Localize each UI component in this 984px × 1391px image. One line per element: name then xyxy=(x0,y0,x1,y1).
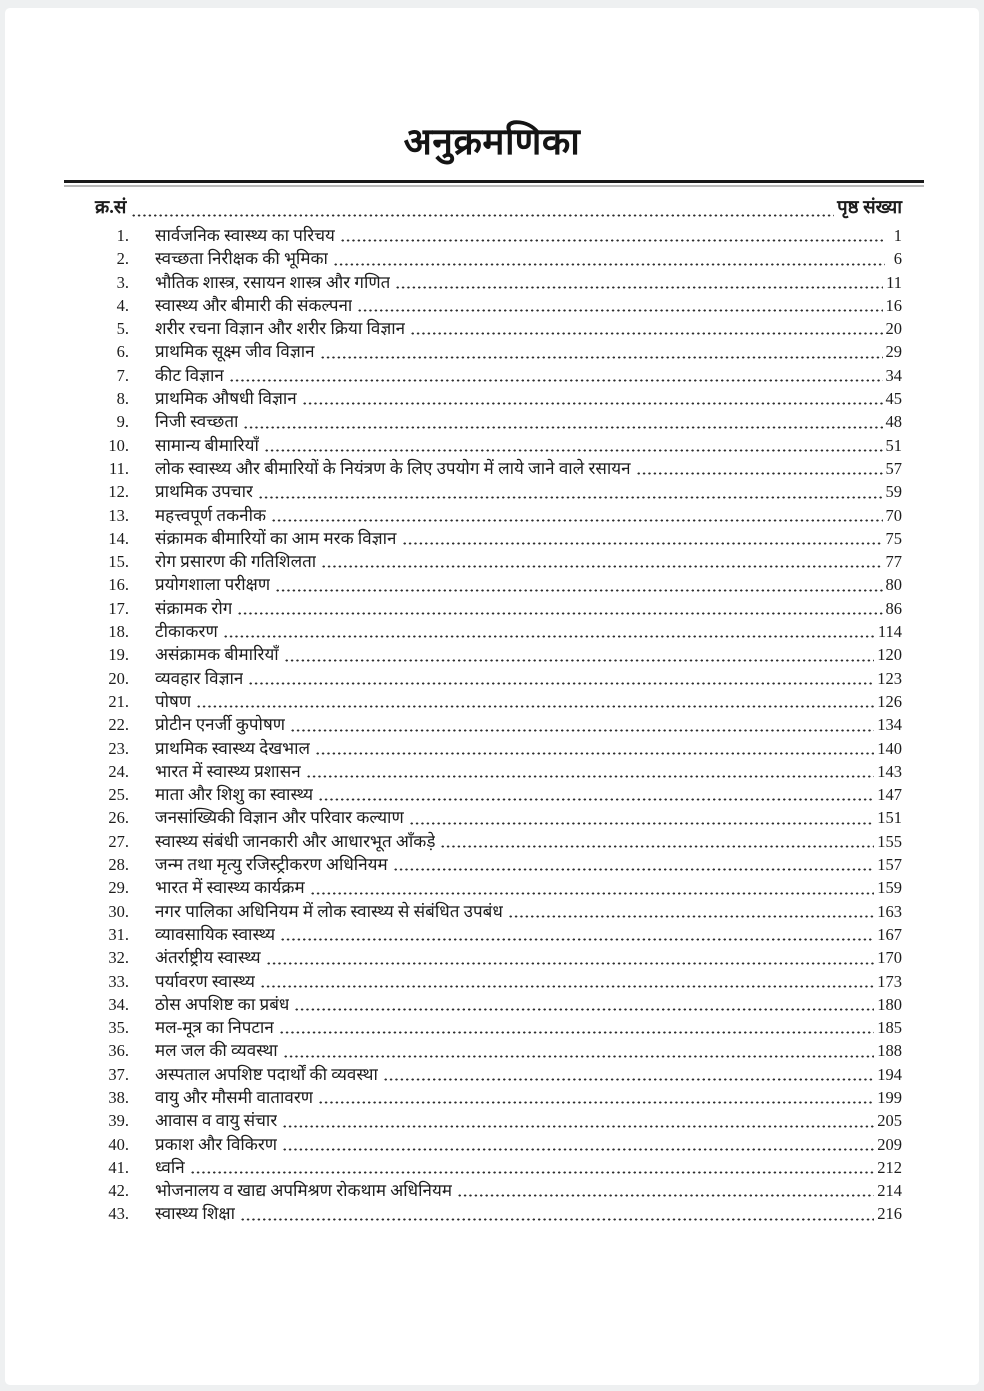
entry-page: 120 xyxy=(877,645,902,665)
entry-title: भौतिक शास्त्र, रसायन शास्त्र और गणित xyxy=(155,272,391,292)
serial-column-header: क्र.सं xyxy=(95,198,127,218)
page-title: अनुक्रमणिका xyxy=(403,122,581,163)
toc-entry xyxy=(95,806,902,829)
dot-leader xyxy=(402,527,883,550)
entry-title: प्राथमिक स्वास्थ्य देखभाल xyxy=(155,738,311,758)
entry-title: प्राथमिक उपचार xyxy=(155,482,253,502)
entry-page: 140 xyxy=(877,738,902,758)
entry-title: महत्त्वपूर्ण तकनीक xyxy=(155,505,267,525)
toc-entry xyxy=(95,317,902,340)
toc-list xyxy=(95,195,902,1226)
entry-title: पोषण xyxy=(155,691,192,711)
toc-entry xyxy=(95,271,902,294)
dot-leader xyxy=(302,387,883,410)
entry-title: पर्यावरण स्वास्थ्य xyxy=(155,971,256,991)
toc-entry xyxy=(95,760,902,783)
entry-number: 28. xyxy=(108,855,129,875)
dot-leader xyxy=(237,597,882,620)
entry-number: 25. xyxy=(108,785,129,805)
entry-title: प्राथमिक औषधी विज्ञान xyxy=(155,389,297,409)
dot-leader xyxy=(357,294,882,317)
entry-number: 34. xyxy=(108,994,129,1014)
entry-title: स्वच्छता निरीक्षक की भूमिका xyxy=(155,249,328,269)
entry-number: 7. xyxy=(116,365,129,385)
entry-page: 209 xyxy=(877,1134,902,1154)
entry-page: 143 xyxy=(877,761,902,781)
entry-number: 42. xyxy=(108,1181,129,1201)
entry-title: शरीर रचना विज्ञान और शरीर क्रिया विज्ञान xyxy=(155,319,406,339)
entry-number: 43. xyxy=(108,1204,129,1224)
entry-number: 11. xyxy=(108,458,129,478)
entry-page: 212 xyxy=(877,1157,902,1177)
entry-title: भारत में स्वास्थ्य कार्यक्रम xyxy=(155,878,305,898)
entry-page: 126 xyxy=(877,691,902,711)
toc-entry xyxy=(95,504,902,527)
entry-page: 80 xyxy=(885,575,902,595)
entry-number: 30. xyxy=(108,901,129,921)
toc-entry xyxy=(95,830,902,853)
entry-title: टीकाकरण xyxy=(155,622,218,642)
entry-page: 205 xyxy=(877,1111,902,1131)
entry-title: स्वास्थ्य और बीमारी की संकल्पना xyxy=(155,295,353,315)
entry-title: प्राथमिक सूक्ष्म जीव विज्ञान xyxy=(155,342,315,362)
toc-entry xyxy=(95,853,902,876)
entry-number: 5. xyxy=(116,319,129,339)
entry-number: 32. xyxy=(108,948,129,968)
entry-number: 40. xyxy=(108,1134,129,1154)
entry-number: 16. xyxy=(108,575,129,595)
toc-entry xyxy=(95,1202,902,1225)
entry-number: 4. xyxy=(116,295,129,315)
dot-leader xyxy=(395,271,883,294)
entry-number: 37. xyxy=(108,1064,129,1084)
toc-entry xyxy=(95,457,902,480)
entry-page: 159 xyxy=(877,878,902,898)
entry-page: 45 xyxy=(885,389,902,409)
dot-leader xyxy=(248,667,874,690)
entry-number: 12. xyxy=(108,482,129,502)
entry-page: 86 xyxy=(885,598,902,618)
entry-title: नगर पालिका अधिनियम में लोक स्वास्थ्य से संबंधित उपबंध xyxy=(155,901,503,921)
entry-number: 9. xyxy=(116,412,129,432)
dot-leader xyxy=(383,1063,874,1086)
entry-page: 114 xyxy=(877,622,902,642)
dot-leader xyxy=(131,195,834,222)
entry-title: व्यावसायिक स्वास्थ्य xyxy=(155,924,276,944)
entry-page: 123 xyxy=(877,668,902,688)
toc-entry xyxy=(95,1039,902,1062)
toc-entry xyxy=(95,410,902,433)
toc-entry xyxy=(95,224,902,247)
dot-leader xyxy=(284,643,875,666)
entry-page: 34 xyxy=(885,365,902,385)
entry-page: 20 xyxy=(885,319,902,339)
entry-number: 39. xyxy=(108,1111,129,1131)
entry-number: 14. xyxy=(108,528,129,548)
entry-page: 11 xyxy=(886,272,902,292)
entry-title: जनसांख्यिकी विज्ञान और परिवार कल्याण xyxy=(155,808,404,828)
entry-number: 35. xyxy=(108,1018,129,1038)
dot-leader xyxy=(271,504,882,527)
dot-leader xyxy=(266,946,875,969)
entry-title: मल-मूत्र का निपटान xyxy=(155,1018,274,1038)
entry-number: 1. xyxy=(116,226,129,245)
entry-title: प्रोटीन एनर्जी कुपोषण xyxy=(155,715,286,735)
dot-leader xyxy=(240,1202,874,1225)
toc-entry xyxy=(95,434,902,457)
entry-title: अस्पताल अपशिष्ट पदार्थों की व्यवस्था xyxy=(155,1064,378,1084)
document-page xyxy=(5,8,979,1385)
dot-leader xyxy=(318,1086,874,1109)
entry-title: माता और शिशु का स्वास्थ्य xyxy=(155,785,314,805)
entry-title: आवास व वायु संचार xyxy=(155,1111,278,1131)
entry-number: 41. xyxy=(108,1157,129,1177)
entry-number: 10. xyxy=(108,435,129,455)
entry-number: 21. xyxy=(108,691,129,711)
toc-entry xyxy=(95,737,902,760)
toc-entry xyxy=(95,1109,902,1132)
toc-entry xyxy=(95,643,902,666)
dot-leader xyxy=(229,364,883,387)
dot-leader xyxy=(275,573,882,596)
entry-page: 16 xyxy=(885,295,902,315)
entry-title: ध्वनि xyxy=(155,1157,185,1177)
entry-page: 77 xyxy=(885,552,902,572)
entry-page: 151 xyxy=(877,808,902,828)
dot-leader xyxy=(409,806,875,829)
entry-page: 57 xyxy=(885,458,902,478)
entry-page: 1 xyxy=(893,226,902,245)
entry-title: भोजनालय व खाद्य अपमिश्रण रोकथाम अधिनियम xyxy=(155,1181,453,1201)
entry-number: 19. xyxy=(108,645,129,665)
entry-title: ठोस अपशिष्ट का प्रबंध xyxy=(155,994,290,1014)
dot-leader xyxy=(280,923,874,946)
entry-number: 33. xyxy=(108,971,129,991)
dot-leader xyxy=(282,1133,874,1156)
entry-number: 20. xyxy=(108,668,129,688)
dot-leader xyxy=(318,783,874,806)
entry-page: 185 xyxy=(877,1018,902,1038)
entry-page: 170 xyxy=(877,948,902,968)
entry-number: 26. xyxy=(108,808,129,828)
entry-title: निजी स्वच्छता xyxy=(155,412,239,432)
dot-leader xyxy=(440,830,874,853)
page-column-header: पृष्ठ संख्या xyxy=(837,198,902,218)
toc-entry xyxy=(95,247,902,270)
dot-leader xyxy=(243,410,882,433)
entry-page: 59 xyxy=(885,482,902,502)
entry-title: असंक्रामक बीमारियाँ xyxy=(155,645,279,665)
entry-title: वायु और मौसमी वातावरण xyxy=(155,1087,314,1107)
entry-title: सार्वजनिक स्वास्थ्य का परिचय xyxy=(155,226,335,245)
entry-page: 155 xyxy=(877,831,902,851)
entry-title: स्वास्थ्य शिक्षा xyxy=(155,1204,235,1224)
entry-number: 36. xyxy=(108,1041,129,1061)
toc-entry xyxy=(95,690,902,713)
toc-entry xyxy=(95,970,902,993)
dot-leader xyxy=(282,1109,874,1132)
entry-title: संक्रामक रोग xyxy=(155,598,233,618)
entry-page: 6 xyxy=(893,249,902,269)
entry-number: 6. xyxy=(116,342,129,362)
entry-number: 27. xyxy=(108,831,129,851)
entry-number: 38. xyxy=(108,1087,129,1107)
dot-leader xyxy=(258,480,883,503)
entry-page: 75 xyxy=(885,528,902,548)
entry-title: स्वास्थ्य संबंधी जानकारी और आधारभूत आँकड़े xyxy=(155,831,436,851)
dot-leader xyxy=(457,1179,874,1202)
toc-entry xyxy=(95,1063,902,1086)
entry-title: लोक स्वास्थ्य और बीमारियों के नियंत्रण के लिए उपयोग में लाये जाने वाले रसायन xyxy=(155,458,631,478)
entry-title: मल जल की व्यवस्था xyxy=(155,1041,278,1061)
toc-entry xyxy=(95,946,902,969)
entry-title: अंतर्राष्ट्रीय स्वास्थ्य xyxy=(155,948,261,968)
entry-number: 15. xyxy=(108,552,129,572)
entry-page: 134 xyxy=(877,715,902,735)
toc-entry xyxy=(95,1086,902,1109)
dot-leader xyxy=(294,993,874,1016)
entry-page: 194 xyxy=(877,1064,902,1084)
toc-entry xyxy=(95,1133,902,1156)
dot-leader xyxy=(306,760,875,783)
toc-entry xyxy=(95,783,902,806)
entry-page: 188 xyxy=(877,1041,902,1061)
entry-title: भारत में स्वास्थ्य प्रशासन xyxy=(155,761,301,781)
dot-leader xyxy=(223,620,875,643)
toc-entry xyxy=(95,480,902,503)
toc-entry xyxy=(95,1179,902,1202)
entry-number: 31. xyxy=(108,924,129,944)
toc-entry xyxy=(95,573,902,596)
entry-number: 2. xyxy=(116,249,129,269)
entry-title: सामान्य बीमारियाँ xyxy=(155,435,259,455)
toc-entry xyxy=(95,294,902,317)
dot-leader xyxy=(290,713,874,736)
dot-leader xyxy=(310,876,875,899)
entry-title: प्रयोगशाला परीक्षण xyxy=(155,575,271,595)
dot-leader xyxy=(190,1156,875,1179)
entry-page: 147 xyxy=(877,785,902,805)
entry-number: 13. xyxy=(108,505,129,525)
entry-page: 214 xyxy=(877,1181,902,1201)
entry-title: व्यवहार विज्ञान xyxy=(155,668,244,688)
dot-leader xyxy=(393,853,875,876)
toc-entry xyxy=(95,597,902,620)
toc-entry xyxy=(95,713,902,736)
toc-entry xyxy=(95,364,902,387)
entry-page: 199 xyxy=(877,1087,902,1107)
entry-page: 51 xyxy=(885,435,902,455)
toc-entry xyxy=(95,923,902,946)
entry-page: 167 xyxy=(877,924,902,944)
entry-title: जन्म तथा मृत्यु रजिस्ट्रीकरण अधिनियम xyxy=(155,855,388,875)
toc-entry xyxy=(95,876,902,899)
dot-leader xyxy=(508,900,874,923)
toc-rows xyxy=(95,224,902,1226)
entry-number: 17. xyxy=(108,598,129,618)
entry-page: 180 xyxy=(877,994,902,1014)
toc-entry xyxy=(95,900,902,923)
dot-leader xyxy=(315,737,874,760)
entry-number: 22. xyxy=(108,715,129,735)
entry-number: 18. xyxy=(108,622,129,642)
dot-leader xyxy=(260,970,874,993)
dot-leader xyxy=(264,434,883,457)
entry-title: कीट विज्ञान xyxy=(155,365,224,385)
toc-entry xyxy=(95,993,902,1016)
entry-title: प्रकाश और विकिरण xyxy=(155,1134,278,1154)
toc-entry xyxy=(95,527,902,550)
entry-page: 48 xyxy=(885,412,902,432)
entry-page: 29 xyxy=(885,342,902,362)
toc-entry xyxy=(95,667,902,690)
entry-page: 216 xyxy=(877,1204,902,1224)
toc-header-row xyxy=(95,195,902,222)
toc-entry xyxy=(95,1156,902,1179)
entry-page: 163 xyxy=(877,901,902,921)
dot-leader xyxy=(196,690,874,713)
dot-leader xyxy=(636,457,883,480)
entry-number: 23. xyxy=(108,738,129,758)
entry-title: संक्रामक बीमारियों का आम मरक विज्ञान xyxy=(155,528,397,548)
entry-page: 157 xyxy=(877,855,902,875)
toc-entry xyxy=(95,1016,902,1039)
entry-page: 173 xyxy=(877,971,902,991)
toc-entry xyxy=(95,340,902,363)
title-divider xyxy=(64,180,924,187)
toc-entry xyxy=(95,620,902,643)
dot-leader xyxy=(279,1016,874,1039)
toc-entry xyxy=(95,387,902,410)
dot-leader xyxy=(283,1039,875,1062)
dot-leader xyxy=(340,224,885,247)
toc-entry xyxy=(95,550,902,573)
entry-number: 24. xyxy=(108,761,129,781)
entry-page: 70 xyxy=(885,505,902,525)
dot-leader xyxy=(410,317,882,340)
dot-leader xyxy=(320,340,883,363)
entry-title: रोग प्रसारण की गतिशिलता xyxy=(155,552,317,572)
dot-leader xyxy=(333,247,885,270)
entry-number: 8. xyxy=(116,389,129,409)
dot-leader xyxy=(321,550,882,573)
entry-number: 29. xyxy=(108,878,129,898)
entry-number: 3. xyxy=(116,272,129,292)
